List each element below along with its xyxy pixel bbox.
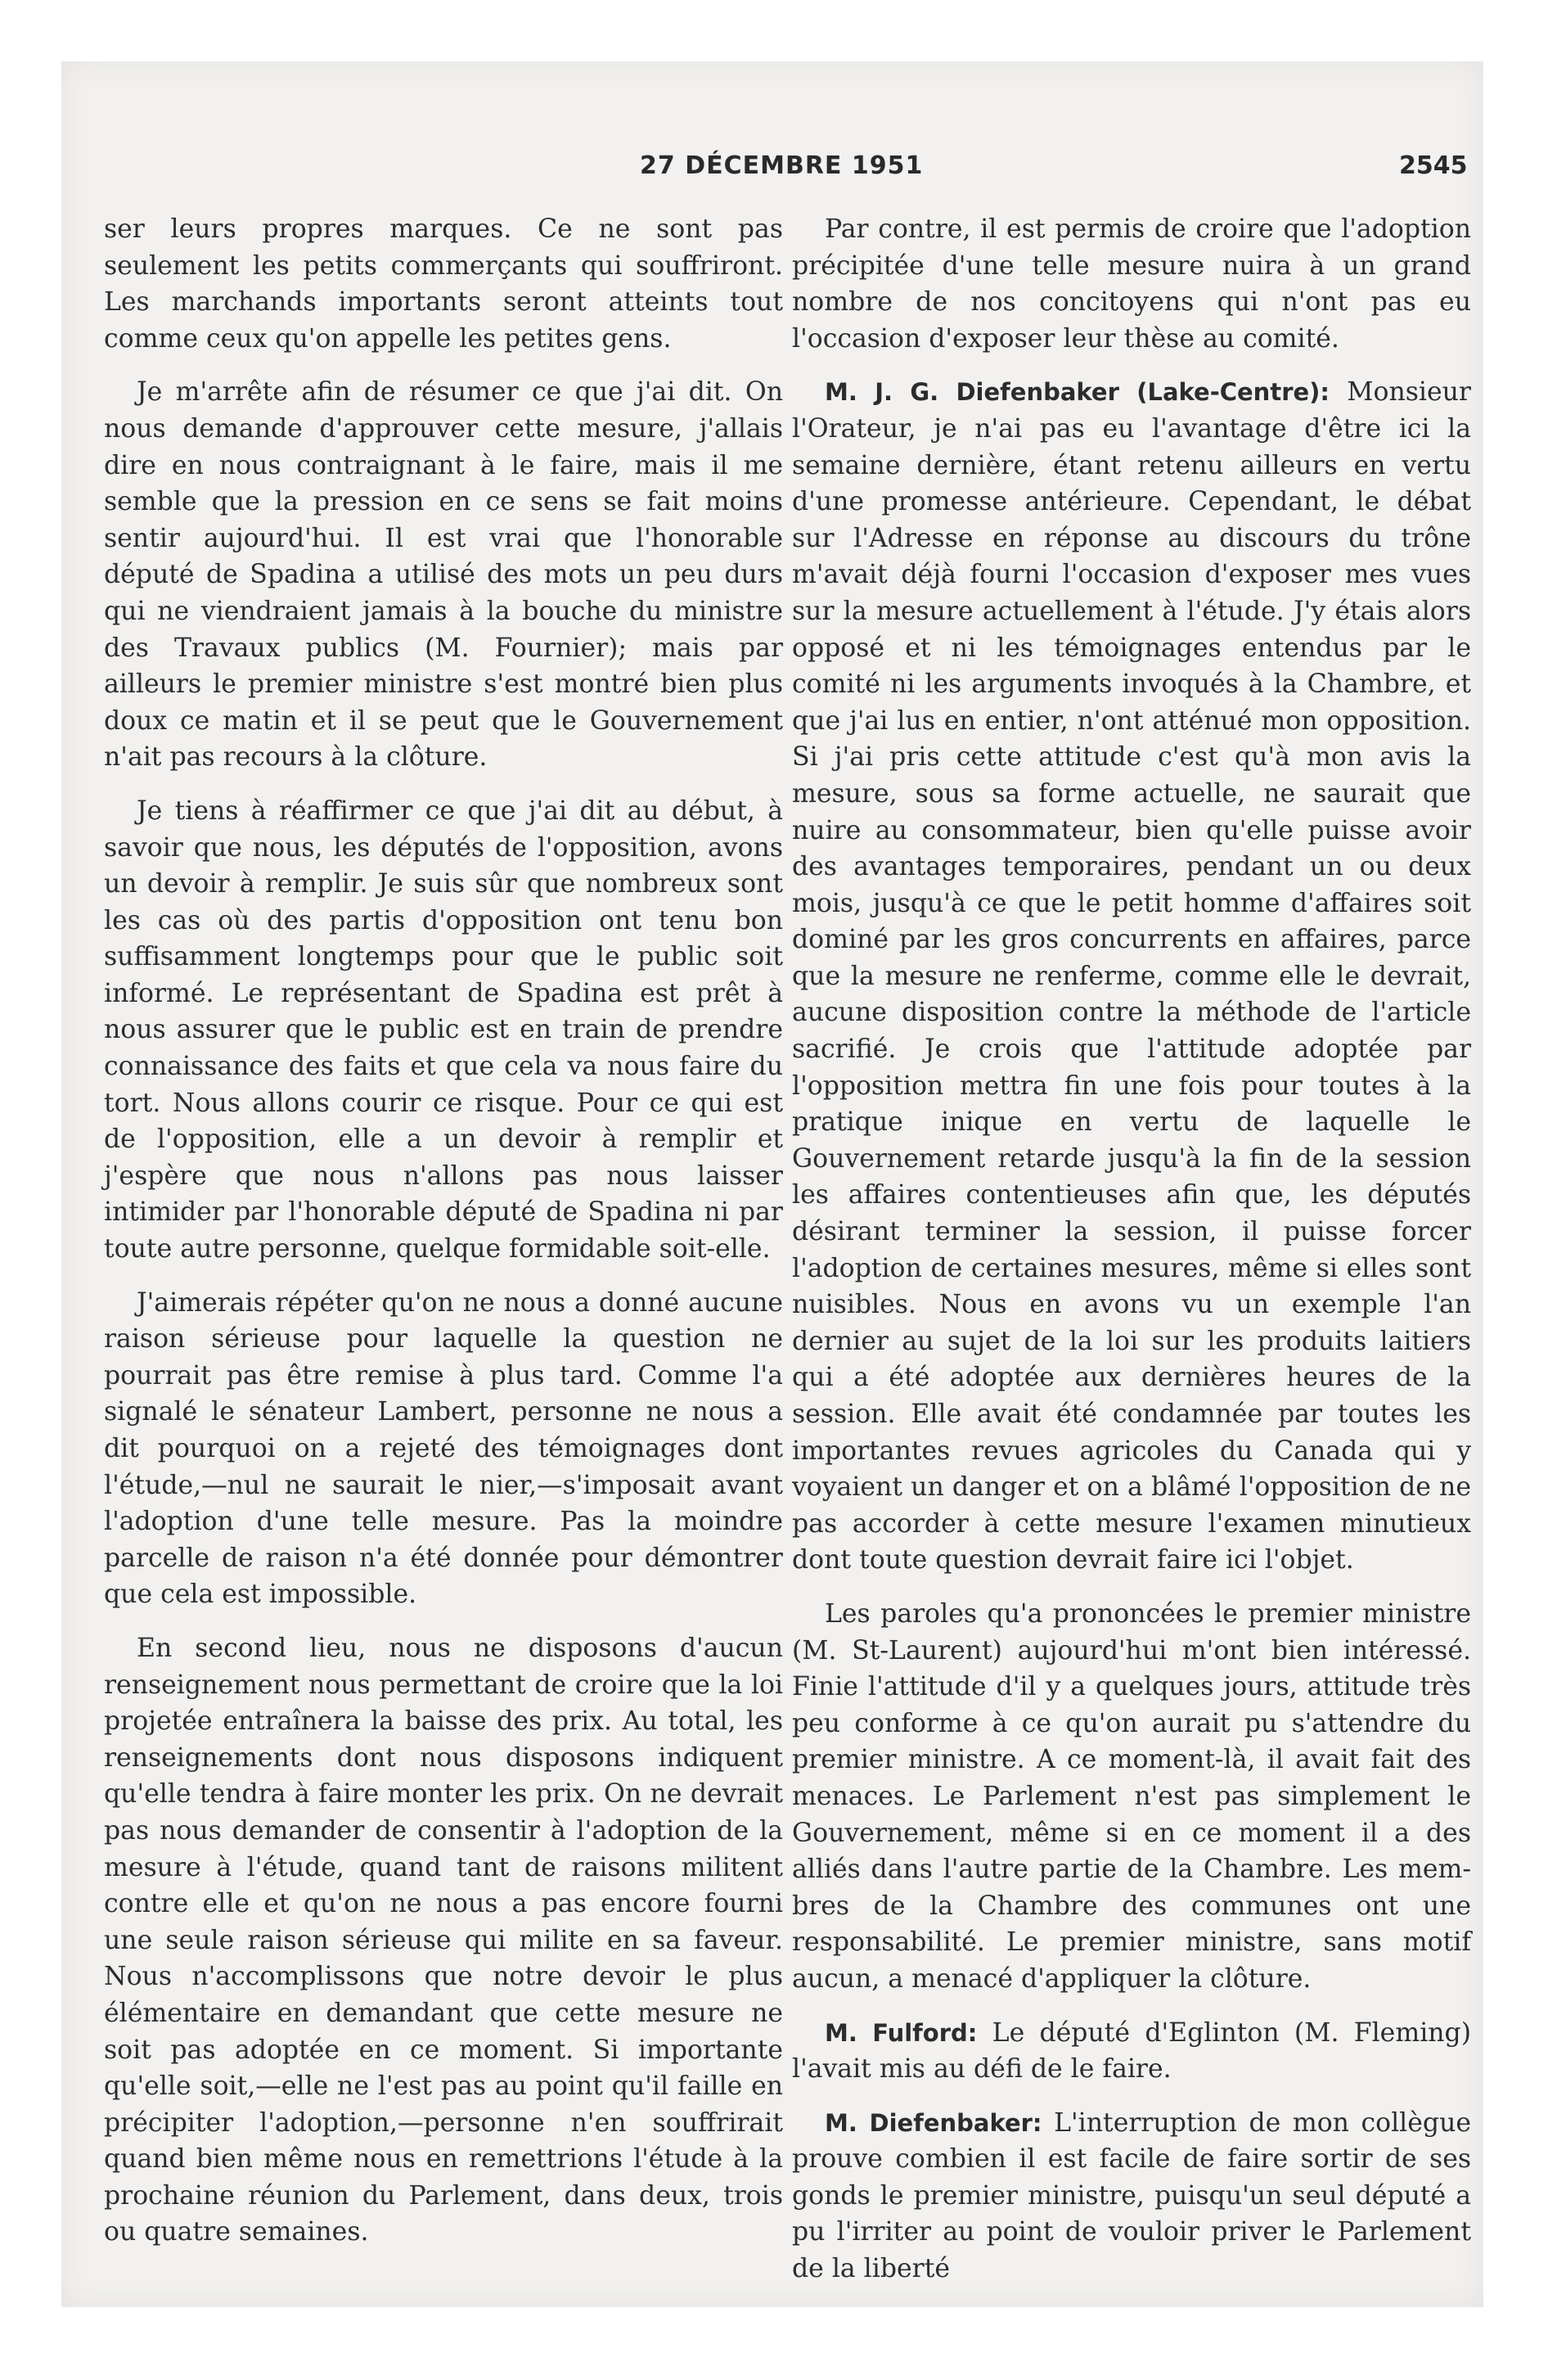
paragraph: Par contre, il est permis de croire que l'adoption précipitée d'une telle mesure nuira à un grand nombre de nos concitoyens qui n'ont pas eu l'occasion d'exposer leur thèse au comité. [792, 214, 1471, 354]
page-header [0, 151, 1548, 184]
left-column [104, 211, 783, 2268]
paragraph: ser leurs propres marques. Ce ne sont pas seulement les petits commerçants qui souffriront. Les marchands importants seront atteints tout comme ceux qu'on appelle les petites gens. [104, 214, 783, 354]
speech-text: Le député d'Eglinton (M. Fleming) l'avait mis au défi de le faire. [792, 2017, 1472, 2085]
speech-text: Monsieur l'Orateur, je n'ai pas eu l'avantage d'être ici la semaine dernière, étant retenu ailleurs en vertu d'une promesse antérieure. Cependant, le débat sur l'Adresse en réponse au discours du trône m'avait déjà fourni l'occasion d'exposer mes vues sur la mesure actuellement à l'étude. J'y étais alors opposé et ni les témoignages entendus par le comité ni les arguments invoqués à la Chambre, et que j'ai lus en entier, n'ont atténué mon opposition. Si j'ai pris cette attitude c'est qu'à mon avis la mesure, sous sa forme actuelle, ne saurait que nuire au consommateur, bien qu'elle puisse avoir des avantages temporaires, pendant un ou deux mois, jusqu'à ce que le petit homme d'affaires soit dominé par les gros concurrents en affaires, parce que la mesure ne renferme, comme elle le devrait, aucune disposition contre la méthode de l'article sacrifié. Je crois que l'attitude adoptée par l'opposition mettra fin une fois pour toutes à la pratique inique en vertu de laquelle le Gouvernement retarde jusqu'à la fin de la session les affaires contentieuses afin que, les députés désirant terminer la session, il puisse forcer l'adoption de certaines mesures, même si elles sont nuisibles. Nous en avons vu un exemple l'an dernier au sujet de la loi sur les produits laitiers qui a été adoptée aux dernières heures de la session. Elle avait été condamnée par toutes les importantes revues agricoles du Canada qui y voyaient un danger et on a blâmé l'opposition de ne pas accorder à cette mesure l'examen minutieux dont toute question devrait faire ici l'objet. [792, 377, 1471, 1575]
paragraph: Je tiens à réaffirmer ce que j'ai dit au début, à savoir que nous, les députés de l'opposition, avons un devoir à remplir. Je suis sûr que nombreux sont les cas où des partis d'opposition ont tenu bon suffisamment longtemps pour que le public soit informé. Le représentant de Spadina est prêt à nous assurer que le public est en train de prendre connaissance des faits et que cela va nous faire du tort. Nous allons courir ce risque. Pour ce qui est de l'opposition, elle a un devoir à remplir et j'espère que nous n'allons pas nous laisser intimider par l'honorable député de Spadina ni par toute autre personne, quelque formidable soit-elle. [104, 796, 783, 1264]
speech-paragraph [792, 2105, 1471, 2288]
speaker-name: M. Fulford: [825, 2018, 978, 2047]
speech-text: L'interruption de mon collègue prouve combien il est facile de faire sortir de ses gonds le premier ministre, puisqu'un seul député a pu l'irriter au point de vouloir priver le Parlement de la liberté [792, 2107, 1471, 2284]
header-date: 27 DÉCEMBRE 1951 [640, 151, 924, 180]
paragraph: J'aimerais répéter qu'on ne nous a donné aucune raison sérieuse pour laquelle la question ne pourrait pas être remise à plus tard. Comme l'a signalé le sénateur Lambert, personne ne nous a dit pourquoi on a rejeté des témoignages dont l'étude,—nul ne saurait le nier,—s'imposait avant l'adoption d'une telle mesure. Pas la moindre parcelle de raison n'a été donnée pour démontrer que cela est impossible. [104, 1287, 783, 1610]
page-number: 2545 [1399, 151, 1468, 180]
right-column [792, 211, 1471, 2305]
paragraph: Les paroles qu'a prononcées le premier ministre (M. St-Laurent) aujourd'hui m'ont bien intéressé. Finie l'attitude d'il y a quelques jours, attitude très peu conforme à ce qu'on aurait pu s'attendre du premier ministre. A ce moment-là, il avait fait des menaces. Le Parlement n'est pas simplement le Gouvernement, même si en ce moment il a des alliés dans l'autre partie de la Chambre. Les membres de la Chambre des communes ont une responsabilité. Le premier ministre, sans motif aucun, a menacé d'appliquer la clôture. [792, 1598, 1471, 1994]
paragraph: En second lieu, nous ne disposons d'aucun renseignement nous permettant de croire que la loi projetée entraînera la baisse des prix. Au total, les renseignements dont nous disposons indiquent qu'elle tendra à faire monter les prix. On ne devrait pas nous demander de consentir à l'adoption de la mesure à l'étude, quand tant de raisons militent contre elle et qu'on ne nous a pas encore fourni une seule raison sérieuse qui milite en sa faveur. Nous n'accomplissons que notre devoir le plus élémentaire en demandant que cette mesure ne soit pas adoptée en ce moment. Si importante qu'elle soit,—elle ne l'est pas au point qu'il faille en précipiter l'adoption,—personne n'en souffrirait quand bien même nous en remettrions l'étude à la prochaine réunion du Parlement, dans deux, trois ou quatre semaines. [104, 1633, 783, 2247]
speech-paragraph [792, 374, 1471, 1579]
speech-paragraph [792, 2015, 1471, 2088]
speaker-name: M. Diefenbaker: [825, 2108, 1042, 2137]
paragraph: Je m'arrête afin de résumer ce que j'ai dit. On nous demande d'approuver cette mesure, j'allais dire en nous contraignant à le faire, mais il me semble que la pression en ce sens se fait moins sentir aujourd'hui. Il est vrai que l'honorable député de Spadina a utilisé des mots un peu durs qui ne viendraient jamais à la bouche du ministre des Travaux publics (M. Fournier); mais par ailleurs le premier ministre s'est montré bien plus doux ce matin et il se peut que le Gouvernement n'ait pas recours à la clôture. [104, 377, 783, 773]
speaker-name: M. J. G. Diefenbaker (Lake-Centre): [825, 378, 1330, 407]
